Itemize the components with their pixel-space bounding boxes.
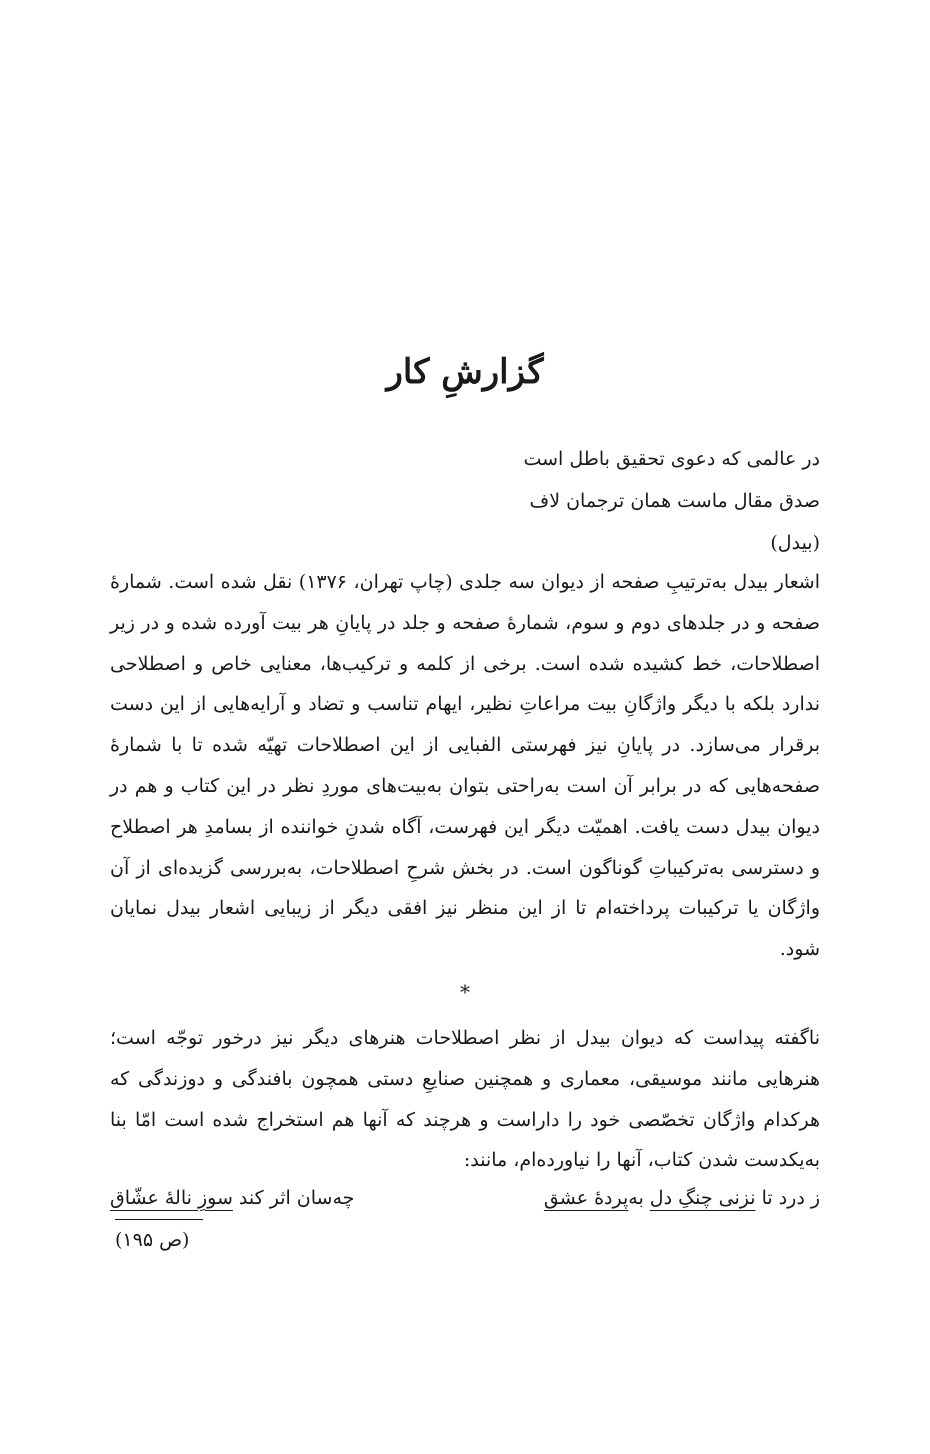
verse-text: به‌ — [628, 1187, 650, 1209]
paragraph-intro: اشعار بیدل به‌ترتیبِ صفحه از دیوان سه جلدی (چاپ تهران، ۱۳۷۶) نقل شده است. شمارهٔ صفحه و در جلدهای دوم و سوم، شمارهٔ صفحه و جلد در پایانِ هر بیت آورده شده و در زیر اصطلاحات، خط کشیده شده است. برخی از کلمه و ترکیب‌ها، معنایی خاص و اصطلاحی ندارد بلکه با دیگر واژگانِ بیت مراعاتِ نظیر، ایهام تناسب و تضاد و آرایه‌هایی از این دست برقرار می‌سازد. در پایانِ نیز فهرستی الفبایی از این اصطلاحات تهیّه شده تا با شمارهٔ صفحه‌هایی که در برابر آن است به‌راحتی بتوان به‌بیت‌های موردِ نظر در این کتاب و هم در دیوان بیدل دست یافت. اهمیّت دیگر این فهرست، آگاه شدنِ خواننده از بسامدِ هر اصطلاح و دسترسی به‌ترکیباتِ گوناگون است. در بخش شرحِ اصطلاحات، به‌بررسی گزیده‌ای از آن واژگان یا ترکیبات پرداخته‌ام تا از این منظر نیز افقی دیگر از زیبایی اشعار بیدل نمایان شود. — [110, 571, 820, 961]
epigraph-line-1: در عالمی که دعوی تحقیق باطل است — [523, 448, 820, 470]
verse-hemistich-2 — [110, 1178, 354, 1218]
verse-hemistich-1 — [544, 1178, 820, 1218]
paragraph-other-arts: ناگفته پیداست که دیوان بیدل از نظر اصطلاحات هنرهای دیگر نیز درخور توجّه است؛ هنرهایی مانند موسیقی، معماری و همچنین صنایعِ دستی همچون بافندگی و دوزندگی که هرکدام واژگان تخصّصی خود را داراست و هرچند که آنها هم استخراج شده است امّا بنا به‌یکدست شدن کتاب، آنها را نیاورده‌ام، مانند: — [110, 1027, 820, 1172]
page-title: گزارشِ کار — [386, 352, 544, 392]
verse-text: ز درد تا — [755, 1187, 820, 1209]
epigraph — [320, 438, 820, 564]
verse-term-underlined: پردهٔ عشق — [543, 1187, 629, 1209]
verse-term-underlined: سوزِ نالهٔ عشّاق — [110, 1187, 233, 1209]
verse-couplet — [110, 1178, 820, 1218]
verse-text: چه‌سان اثر کند — [232, 1187, 355, 1209]
epigraph-attribution: (بیدل) — [770, 532, 820, 554]
page-reference: (ص ۱۹۵) — [115, 1229, 190, 1251]
epigraph-line-2: صدق مقال ماست همان ترجمان لاف — [529, 490, 820, 512]
verse-end-rule — [115, 1219, 203, 1220]
section-separator: * — [460, 980, 470, 1004]
verse-term-underlined: نزنی چنگِ دل — [649, 1187, 756, 1209]
